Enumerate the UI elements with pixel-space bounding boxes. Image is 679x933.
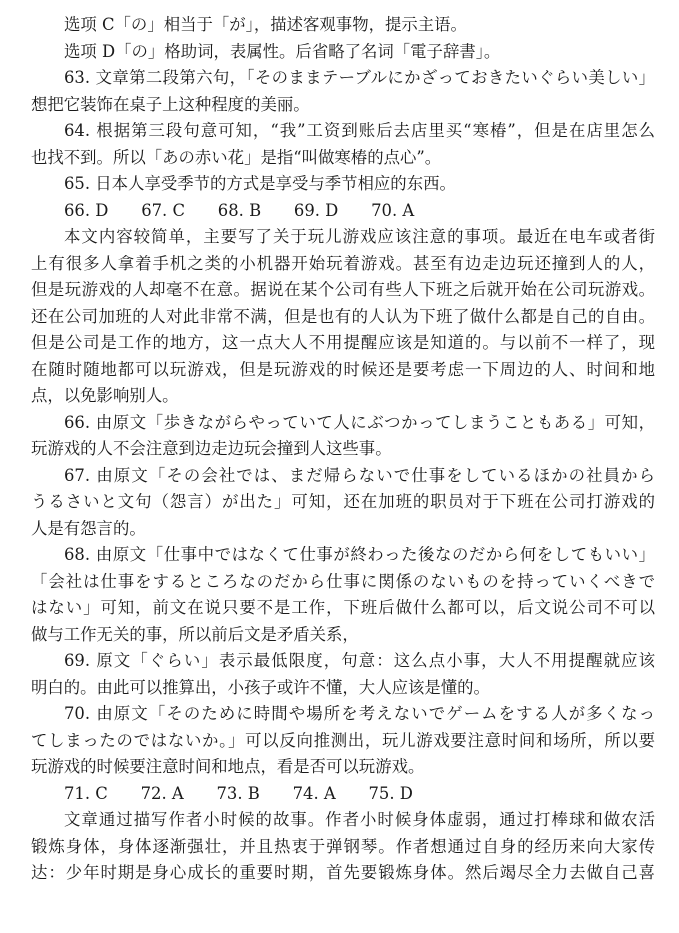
document-body bbox=[31, 12, 655, 887]
text-line: 锻炼身体，身体逐渐强壮，并且热衷于弹钢琴。作者想通过自身的经历来向大家传 bbox=[31, 836, 655, 856]
text-line: 70. 由原文「そのために時間や場所を考えないでゲームをする人が多くなっ bbox=[64, 704, 655, 723]
text-line: 想把它装饰在桌子上这种程度的美丽。 bbox=[31, 94, 310, 114]
text-line: 点，以免影响别人。 bbox=[31, 386, 179, 405]
text-line: 65. 日本人享受季节的方式是享受与季节相应的东西。 bbox=[64, 174, 456, 193]
text-line: 选项 D「の」格助词，表属性。后省略了名词「電子辞書」。 bbox=[64, 41, 501, 61]
text-line: 达：少年时期是身心成长的重要时期，首先要锻炼身体。然后竭尽全力去做自己喜 bbox=[31, 863, 655, 882]
text-line: 67. 由原文「その会社では、まだ帰らないで仕事をしているほかの社員から bbox=[64, 465, 655, 485]
text-line: 在随时随地都可以玩游戏，但是玩游戏的时候还是要考虑一下周边的人、时间和地 bbox=[31, 359, 655, 379]
document-page bbox=[31, 12, 655, 887]
text-line: 64. 根据第三段句意可知，“我”工资到账后去店里买“寒椿”，但是在店里怎么 bbox=[64, 121, 655, 140]
text-line: 明白的。由此可以推算出，小孩子或许不懂，大人应该是懂的。 bbox=[31, 677, 490, 697]
text-line: 但是玩游戏的人却毫不在意。据说在某个公司有些人下班之后就开始在公司玩游戏。 bbox=[31, 280, 655, 299]
text-line: 「会社は仕事をするところなのだから仕事に関係のないものを持っていくべきで bbox=[31, 571, 655, 591]
text-line: 文章通过描写作者小时候的故事。作者小时候身体虚弱，通过打棒球和做农活 bbox=[64, 810, 655, 829]
text-line: 人是有怨言的。 bbox=[31, 518, 146, 538]
text-line: 71. C 72. A 73. B 74. A 75. D bbox=[64, 783, 413, 803]
text-line: 但是公司是工作的地方，这一点大人不用提醒应该是知道的。与以前不一样了，现 bbox=[31, 333, 655, 352]
text-line: 也找不到。所以「あの赤い花」是指“叫做寒椿的点心”。 bbox=[31, 147, 442, 167]
text-line: 玩游戏的人不会注意到边走边玩会撞到人这些事。 bbox=[31, 439, 392, 458]
text-line: はない」可知，前文在说只要不是工作，下班后做什么都可以，后文说公司不可以 bbox=[31, 598, 655, 617]
text-line: 66. 由原文「歩きながらやっていて人にぶつかってしまうこともある」可知， bbox=[64, 412, 655, 432]
text-line: 66. D 67. C 68. B 69. D 70. A bbox=[64, 200, 415, 220]
text-line: 69. 原文「ぐらい」表示最低限度，句意：这么点小事，大人不用提醒就应该 bbox=[64, 651, 655, 670]
text-line: 本文内容较简单，主要写了关于玩儿游戏应该注意的事项。最近在电车或者街 bbox=[64, 227, 655, 246]
text-line: うるさいと文句（怨言）が出た」可知，还在加班的职员对于下班在公司打游戏的 bbox=[31, 492, 655, 511]
text-line: 还在公司加班的人对此非常不满，但是也有的人认为下班了做什么都是自己的自由。 bbox=[31, 306, 655, 326]
text-line: 选项 C「の」相当于「が」，描述客观事物，提示主语。 bbox=[64, 15, 467, 34]
text-line: 做与工作无关的事，所以前后文是矛盾关系， bbox=[31, 624, 359, 644]
text-line: てしまったのではないか。」可以反向推测出，玩儿游戏要注意时间和场所，所以要 bbox=[31, 730, 655, 750]
text-line: 68. 由原文「仕事中ではなくて仕事が終わった後なのだから何をしてもいい」 bbox=[64, 545, 655, 564]
text-line: 63. 文章第二段第六句，「そのままテーブルにかざっておきたいぐらい美しい」 bbox=[64, 68, 655, 87]
text-line: 上有很多人拿着手机之类的小机器开始玩着游戏。甚至有边走边玩还撞到人的人， bbox=[31, 253, 655, 273]
text-line: 玩游戏的时候要注意时间和地点，看是否可以玩游戏。 bbox=[31, 757, 425, 776]
